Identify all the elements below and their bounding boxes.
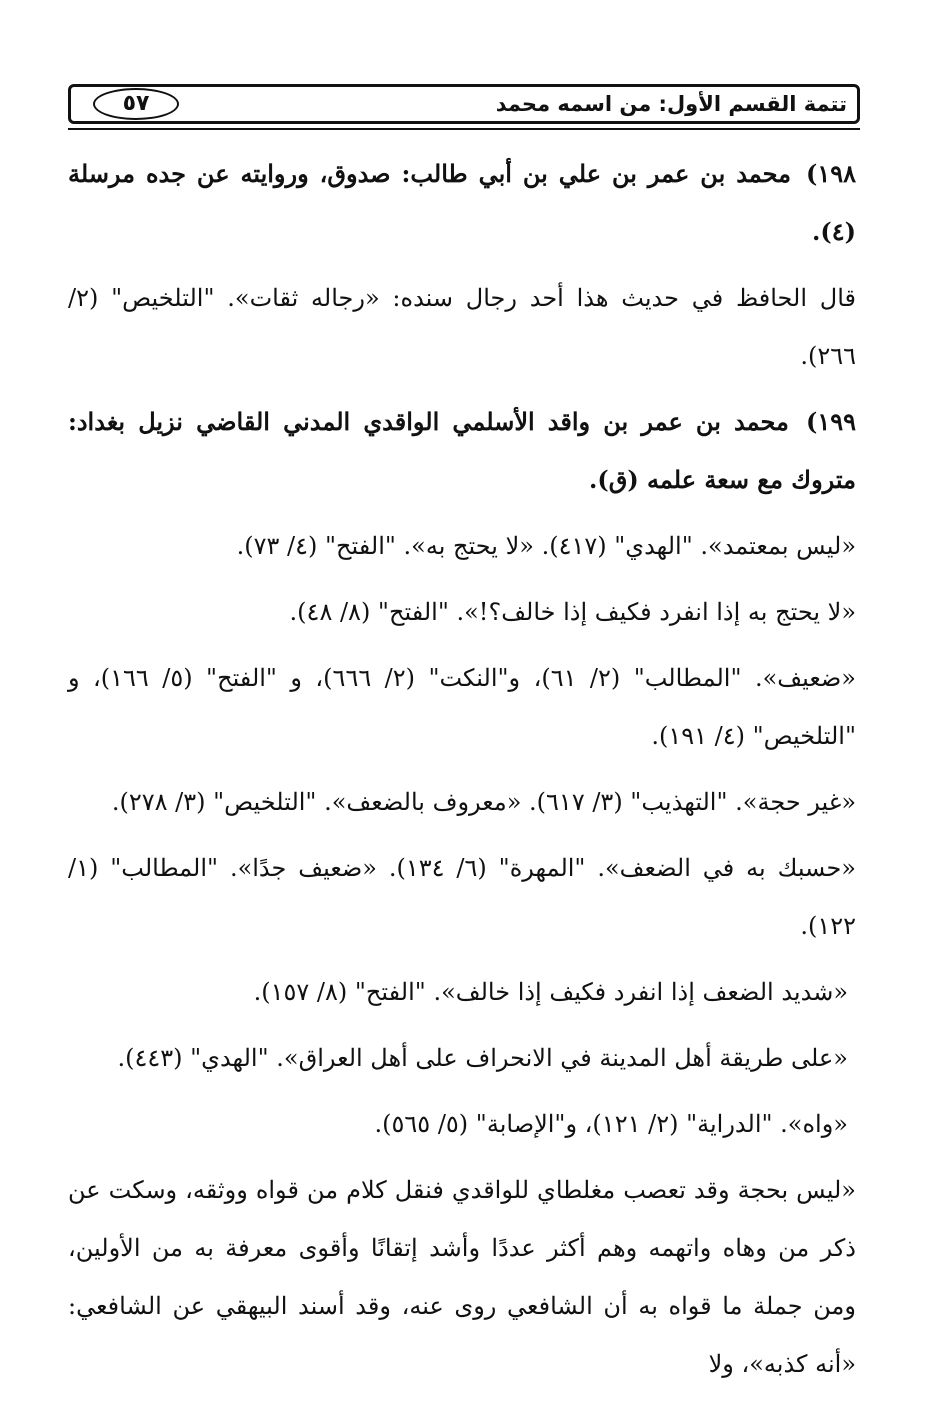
- quote-paragraph: «غير حجة». "التهذيب" (٣/ ٦١٧). «معروف بالضعف». "التلخيص" (٣/ ٢٧٨).: [111, 788, 856, 816]
- running-header: [68, 84, 860, 124]
- page-number: ٥٧: [93, 88, 179, 120]
- quote-paragraph: «ليس بحجة وقد تعصب مغلطاي للواقدي فنقل كلام من قواه ووثقه، وسكت عن ذكر من وهاه واتهمه وهم أكثر عددًا وأشد إتقانًا وأقوى معرفة به من الأولين، ومن جملة ما قواه به أن الشافعي روى عنه، وقد أسند البيهقي عن الشافعي: «أنه كذبه»، ولا: [68, 1176, 856, 1378]
- entry-text: محمد بن عمر بن واقد الأسلمي الواقدي المدني القاضي نزيل بغداد: متروك مع سعة علمه (ق).: [68, 407, 856, 494]
- entry-199: [68, 393, 856, 509]
- quote-paragraph: «واه». "الدراية" (٢/ ١٢١)، و"الإصابة" (٥/ ٥٦٥).: [374, 1110, 848, 1138]
- quote-paragraph: «ليس بمعتمد». "الهدي" (٤١٧). «لا يحتج به». "الفتح" (٤/ ٧٣).: [236, 532, 856, 560]
- quote-paragraph: «لا يحتج به إذا انفرد فكيف إذا خالف؟!». "الفتح" (٨/ ٤٨).: [289, 598, 856, 626]
- quote-paragraph: «حسبك به في الضعف». "المهرة" (٦/ ١٣٤). «ضعيف جدًا». "المطالب" (١/ ١٢٢).: [68, 854, 856, 940]
- entry-text: محمد بن عمر بن علي بن أبي طالب: صدوق، وروايته عن جده مرسلة (٤).: [68, 159, 856, 246]
- entry-number: ١٩٩): [805, 407, 857, 436]
- quote-paragraph: «شديد الضعف إذا انفرد فكيف إذا خالف». "الفتح" (٨/ ١٥٧).: [253, 978, 848, 1006]
- header-title: تتمة القسم الأول: من اسمه محمد: [495, 92, 847, 116]
- quote-paragraph: «على طريقة أهل المدينة في الانحراف على أهل العراق». "الهدي" (٤٤٣).: [117, 1044, 848, 1072]
- page-body: [68, 145, 856, 1401]
- note-paragraph: قال الحافظ في حديث هذا أحد رجال سنده: «رجاله ثقات». "التلخيص" (٢/ ٢٦٦).: [68, 284, 857, 370]
- entry-198: [68, 145, 856, 261]
- quote-paragraph: «ضعيف». "المطالب" (٢/ ٦١)، و"النكت" (٢/ ٦٦٦)، و "الفتح" (٥/ ١٦٦)، و "التلخيص" (٤/ ١٩١).: [68, 664, 856, 750]
- entry-number: ١٩٨): [805, 159, 857, 188]
